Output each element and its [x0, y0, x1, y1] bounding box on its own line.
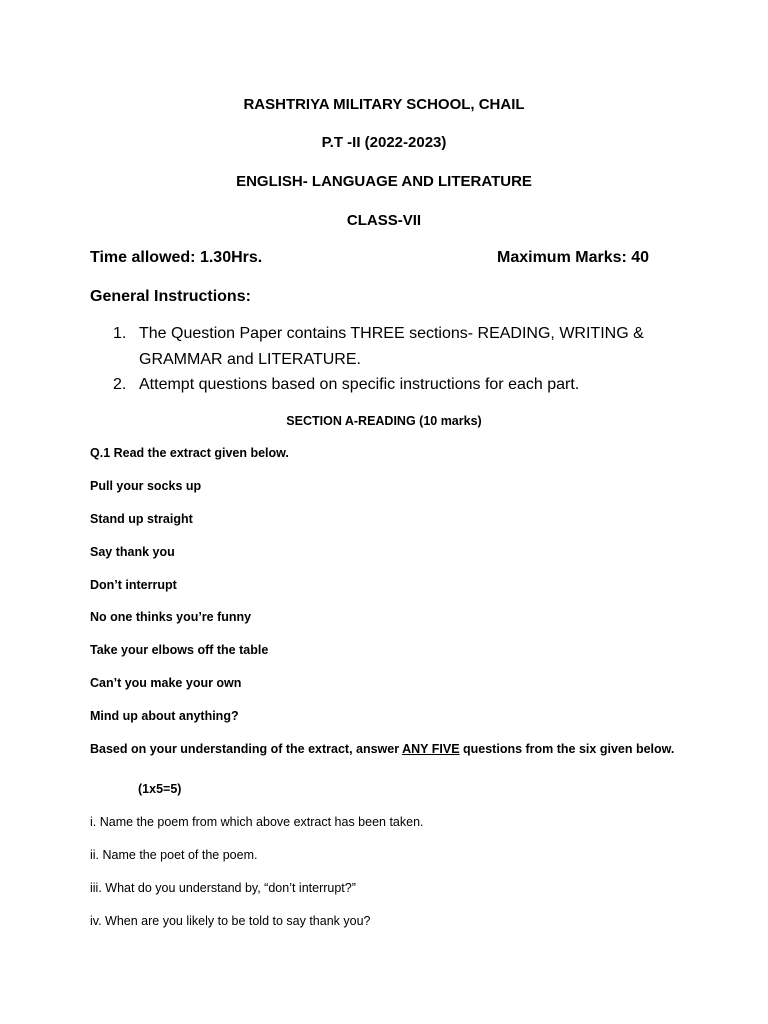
extract-line: Don’t interrupt	[90, 578, 177, 592]
time-allowed: Time allowed: 1.30Hrs.	[90, 249, 263, 266]
max-marks: Maximum Marks: 40	[497, 249, 650, 266]
class-title: CLASS-VII	[346, 212, 422, 229]
extract-line: Stand up straight	[90, 512, 193, 526]
question-item: i. Name the poem from which above extract has been taken.	[90, 815, 424, 829]
answer-direction	[90, 742, 674, 756]
direction-text: questions from the six given below.	[459, 742, 675, 756]
section-a-heading: SECTION A-READING (10 marks)	[286, 414, 482, 428]
direction-text: Based on your understanding of the extract, answer	[90, 742, 403, 756]
instruction-text: The Question Paper contains THREE sections- READING, WRITING &	[139, 325, 644, 342]
instruction-item-1-continued: GRAMMAR and LITERATURE.	[139, 351, 361, 368]
instruction-text: Attempt questions based on specific instructions for each part.	[139, 376, 580, 393]
instruction-number: 1.	[113, 325, 127, 342]
extract-line: Mind up about anything?	[90, 709, 239, 723]
extract-line: Can’t you make your own	[90, 676, 242, 690]
instruction-number: 2.	[113, 376, 127, 393]
subject-title: ENGLISH- LANGUAGE AND LITERATURE	[236, 173, 532, 190]
extract-line: Take your elbows off the table	[90, 643, 269, 657]
exam-title: P.T -II (2022-2023)	[321, 134, 447, 151]
question-item: iv. When are you likely to be told to say thank you?	[90, 914, 371, 928]
question-item: iii. What do you understand by, “don’t interrupt?”	[90, 881, 356, 895]
extract-line: Say thank you	[90, 545, 175, 559]
question-1-label: Q.1 Read the extract given below.	[90, 446, 289, 460]
school-name: RASHTRIYA MILITARY SCHOOL, CHAIL	[243, 96, 525, 113]
extract-line: No one thinks you’re funny	[90, 610, 252, 624]
direction-emphasis: ANY FIVE	[402, 742, 460, 756]
question-marks: (1x5=5)	[138, 782, 182, 796]
instructions-heading: General Instructions:	[90, 288, 251, 305]
question-item: ii. Name the poet of the poem.	[90, 848, 258, 862]
extract-line: Pull your socks up	[90, 479, 202, 493]
instruction-item-2	[113, 376, 579, 394]
instruction-item-1	[113, 325, 644, 343]
